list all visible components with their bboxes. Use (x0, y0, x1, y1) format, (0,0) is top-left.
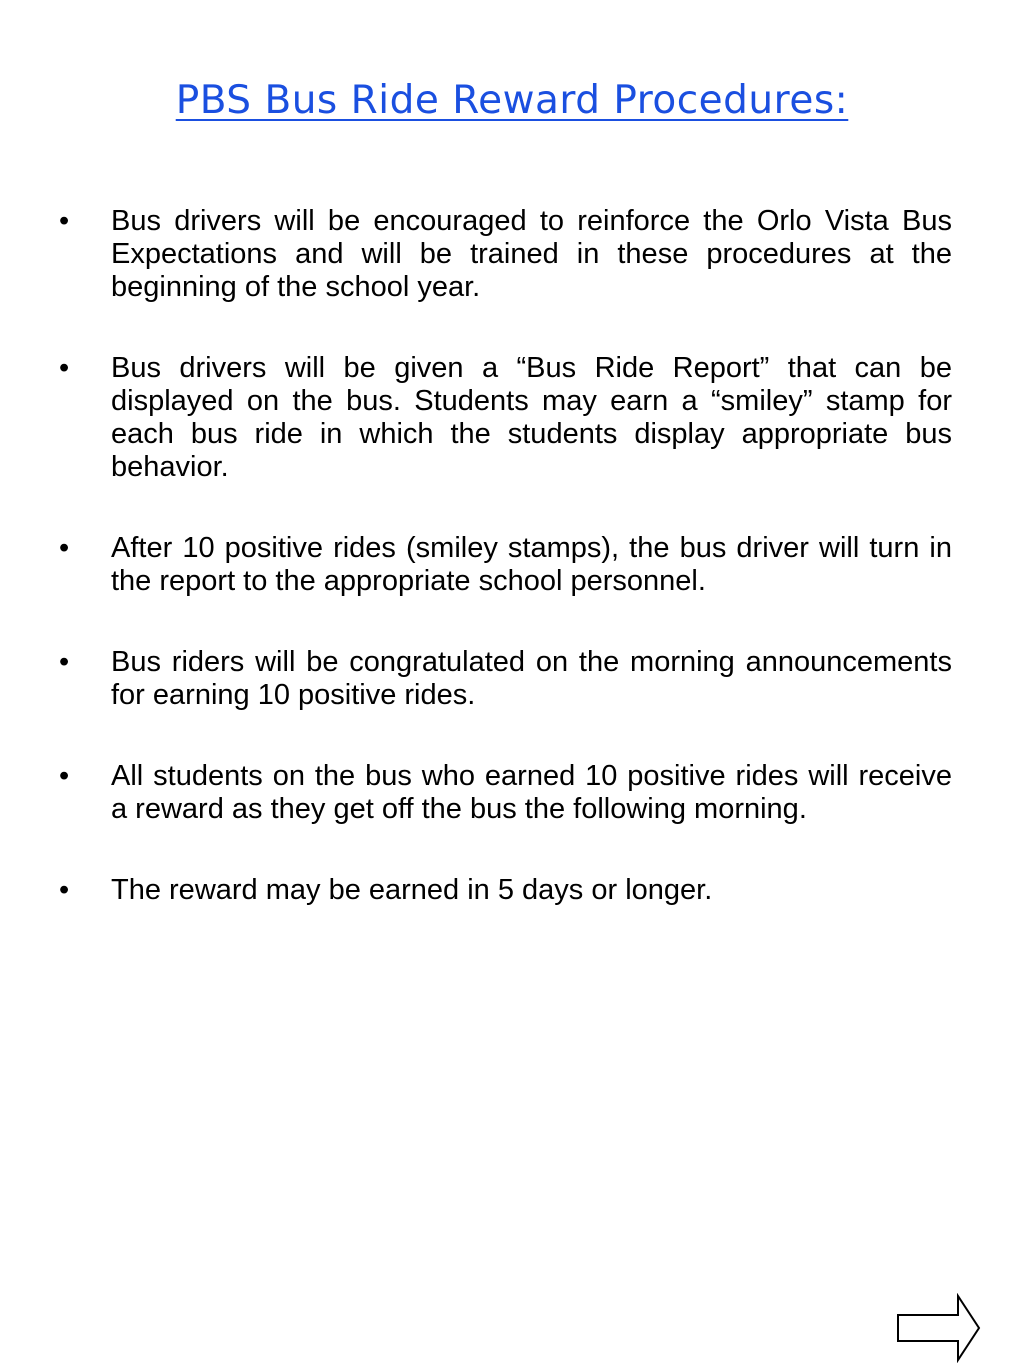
bullet-text: Bus riders will be congratulated on the morning announcements for earning 10 positive rides. (111, 646, 952, 711)
bullet-text: Bus drivers will be encouraged to reinforce the Orlo Vista Bus Expectations and will be trained in these procedures at the beginning of the school year. (111, 205, 952, 303)
bullet-text: The reward may be earned in 5 days or longer. (111, 874, 713, 906)
page-title: PBS Bus Ride Reward Procedures: (175, 78, 849, 123)
bullet-text: After 10 positive rides (smiley stamps), the bus driver will turn in the report to the appropriate school personnel. (111, 532, 952, 597)
list-item (0, 760, 1024, 826)
bullet-icon: • (59, 646, 70, 678)
bullet-icon: • (59, 874, 70, 906)
list-item (0, 205, 1024, 304)
next-arrow-button[interactable] (895, 1293, 981, 1363)
bullet-list (0, 205, 1024, 955)
list-item (0, 874, 1024, 907)
bullet-icon: • (59, 760, 70, 792)
list-item (0, 352, 1024, 484)
right-arrow-icon (898, 1296, 979, 1360)
list-item (0, 646, 1024, 712)
list-item (0, 532, 1024, 598)
bullet-text: All students on the bus who earned 10 positive rides will receive a reward as they get off the bus the following morning. (111, 760, 952, 825)
bullet-icon: • (59, 352, 70, 384)
bullet-icon: • (59, 532, 70, 564)
bullet-icon: • (59, 205, 70, 237)
bullet-text: Bus drivers will be given a “Bus Ride Report” that can be displayed on the bus. Students may earn a “smiley” stamp for each bus ride in which the students display appropriate bus behavior. (111, 352, 952, 483)
